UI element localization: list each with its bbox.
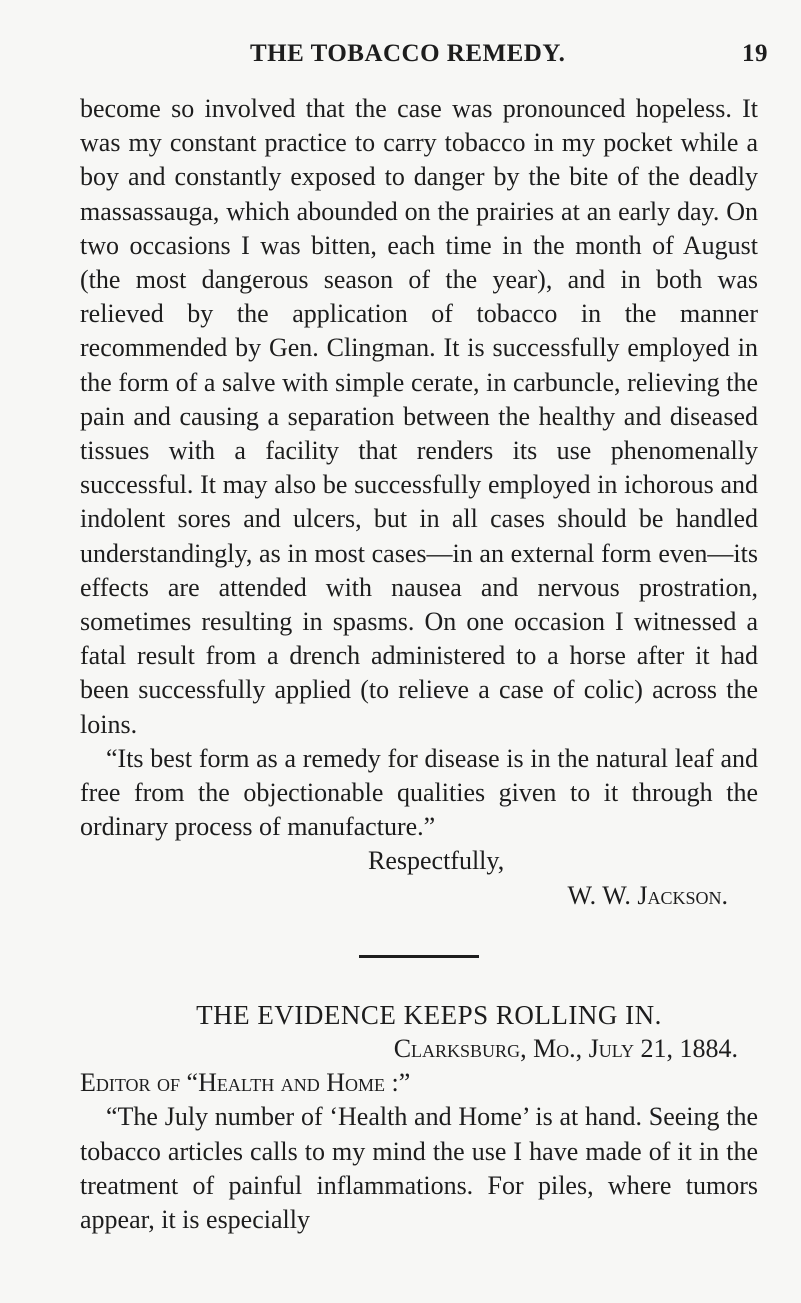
section-salutation: Editor of “Health and Home :” xyxy=(80,1068,411,1098)
letter-paragraph-2: “Its best form as a remedy for disease is in the natural leaf and free from the objectionable qualities given to it through the ordinary process of manufacture.” xyxy=(80,743,758,842)
section-dateline: Clarksburg, Mo., July 21, 1884. xyxy=(393,1034,738,1064)
letter-closing: Respectfully, xyxy=(368,846,505,876)
section-heading: THE EVIDENCE KEEPS ROLLING IN. xyxy=(196,999,662,1030)
section-paragraph-1: “The July number of ‘Health and Home’ is at hand. Seeing the tobacco articles calls to my mind the use I have made of it in the treatment of painful inflammations. For piles, where tumors appear, it is especially xyxy=(80,1102,758,1235)
section-divider-rule xyxy=(359,955,479,958)
letter-paragraph-1: become so involved that the case was pronounced hopeless. It was my constant practice to carry tobacco in my pocket while a boy and constantly exposed to danger by the bite of the deadly massassauga, which abounded on the prairies at an early day. On two occasions I was bitten, each time in the month of August (the most dangerous season of the year), and in both was relieved by the application of tobacco in the manner recommended by Gen. Clingman. It is successfully employed in the form of a salve with simple cerate, in carbuncle, relieving the pain and causing a separation between the healthy and diseased tissues with a facility that renders its use phenomenally successful. It may also be successfully employed in ichorous and indolent sores and ulcers, but in all cases should be handled understandingly, as in most cases—in an external form even—its effects are attended with nausea and nervous prostration, sometimes resulting in spasms. On one occasion I witnessed a fatal result from a drench administered to a horse after it had been successfully applied (to relieve a case of colic) across the loins. xyxy=(80,94,758,739)
page-number: 19 xyxy=(742,40,768,67)
running-head xyxy=(250,40,780,72)
letter-signature: W. W. Jackson. xyxy=(567,880,728,910)
body-text xyxy=(80,92,758,1237)
running-title: THE TOBACCO REMEDY. xyxy=(250,40,566,67)
